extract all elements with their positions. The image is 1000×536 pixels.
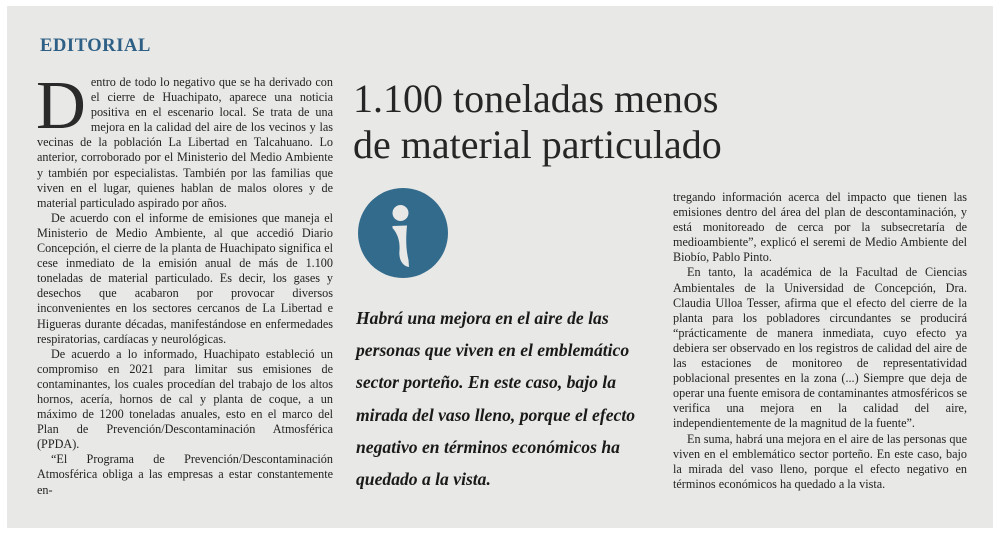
drop-cap: D <box>36 67 86 143</box>
article-paragraph: “El Programa de Prevención/Descontaminación Atmosférica obliga a las empresas a estar constantemente en- <box>37 452 333 497</box>
article-column-left <box>36 67 333 498</box>
article-paragraph: tregando información acerca del impacto que tienen las emisiones dentro del área del plan de descontaminación, y está monitoreado de cerca por la subsecretaría de medioambiente”, explicó el seremi de Medio Ambiente del Biobío, Pablo Pinto. <box>673 190 967 265</box>
pull-quote: Habrá una mejora en el aire de las personas que viven en el emblemático sector porteño. En este caso, bajo la mirada del vaso lleno, porque el efecto negativo en términos económicos ha quedado a la vista. <box>356 308 636 490</box>
article-column-right <box>673 190 967 492</box>
headline <box>353 76 793 168</box>
section-label: EDITORIAL <box>40 36 151 56</box>
paragraph-text: entro de todo lo negativo que se ha derivado con el cierre de Huachipato, aparece una noticia positiva en el escenario local. Se trata de una mejora en la calidad del aire de los vecinos y las vecinas de la población La Libertad en Talcahuano. Lo anterior, corroborado por el Ministerio del Medio Ambiente y también por especialistas. También por las familias que viven en el lugar, quienes hablan de malos olores y de material particulado aspirado por años. <box>37 75 333 210</box>
article-paragraph: En suma, habrá una mejora en el aire de las personas que viven en el emblemático sector porteño. En este caso, bajo la mirada del vaso lleno, porque el efecto negativo en términos económicos ha quedado a la vista. <box>673 431 967 491</box>
headline-line: 1.100 toneladas menos <box>353 76 719 121</box>
newspaper-page <box>7 6 993 528</box>
article-paragraph <box>36 67 333 211</box>
info-icon <box>358 188 448 278</box>
article-paragraph: En tanto, la académica de la Facultad de Ciencias Ambientales de la Universidad de Concepción, Dra. Claudia Ulloa Tesser, afirma que el efecto del cierre de la planta para los pobladores circundantes se producirá “prácticamente de manera inmediata, cuyo efecto ya debiera ser observado en los registros de calidad del aire de las estaciones de monitoreo de representatividad poblacional presentes en la zona (...) Siempre que deja de operar una fuente emisora de contaminantes atmosféricos se verifica una mejora en la calidad del aire, independientemente de la magnitud de la fuente”. <box>673 265 967 431</box>
article-paragraph: De acuerdo a lo informado, Huachipato estableció un compromiso en 2021 para limitar sus emisiones de contaminantes, los cuales procedían del trabajo de los altos hornos, acería, hornos de cal y planta de coque, a un máximo de 1200 toneladas anuales, esto en el marco del Plan de Prevención/Descontaminación Atmosférica (PPDA). <box>37 346 333 452</box>
headline-line: de material particulado <box>353 122 722 167</box>
article-paragraph: De acuerdo con el informe de emisiones que maneja el Ministerio de Medio Ambiente, al que accedió Diario Concepción, el cierre de la planta de Huachipato significa el cese inmediato de la emisión anual de más de 1.100 toneladas de material particulado. Es decir, los gases y desechos que acabaron por provocar diversos inconvenientes en los sectores cercanos de La Libertad e Higueras durante décadas, manifestándose en enfermedades respiratorias, cardíacas y neurológicas. <box>37 210 333 346</box>
